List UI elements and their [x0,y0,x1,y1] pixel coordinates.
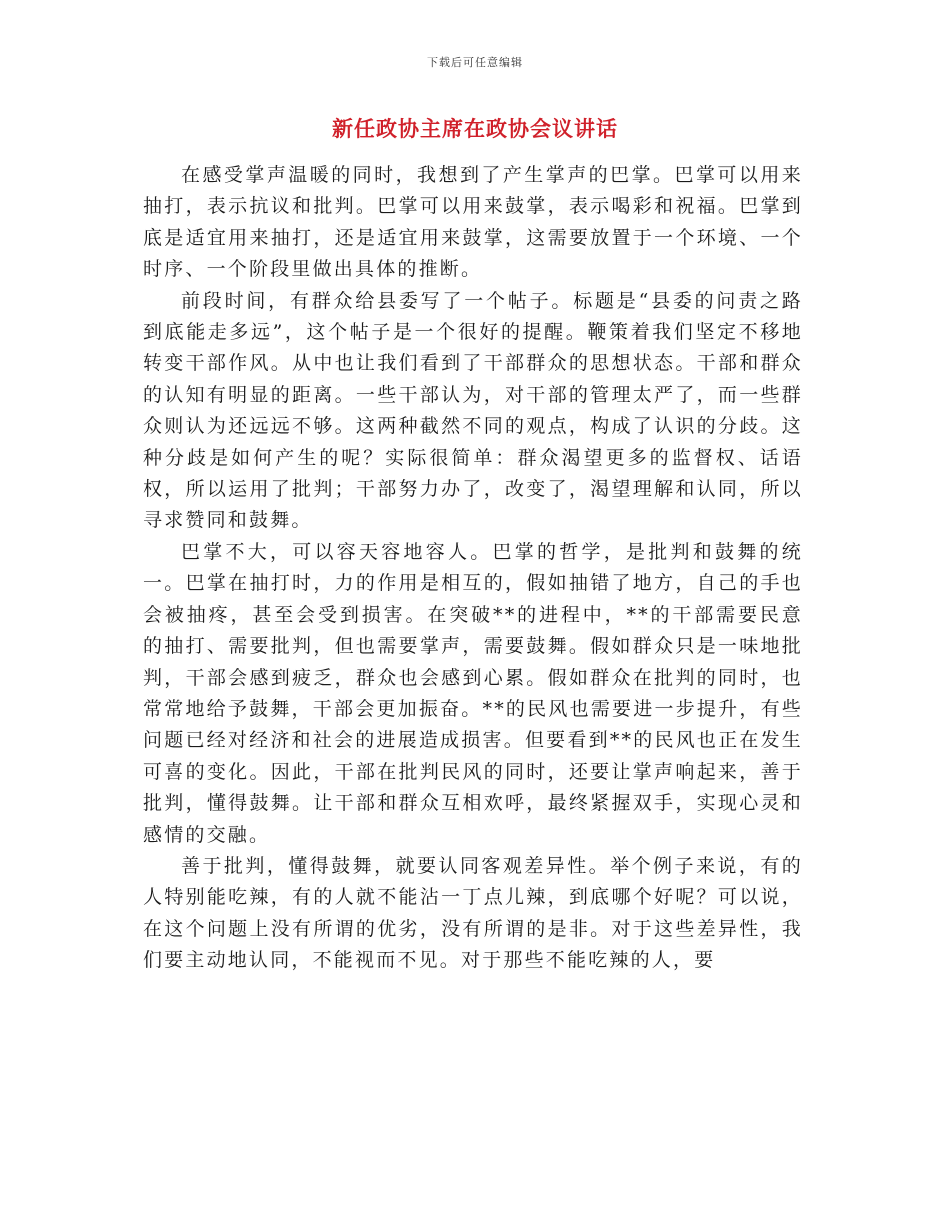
header-note: 下载后可任意编辑 [427,56,523,69]
document-title: 新任政协主席在政协会议讲话 [332,116,618,141]
paragraph-1: 在感受掌声温暖的同时，我想到了产生掌声的巴掌。巴掌可以用来抽打，表示抗议和批判。巴掌可以用来鼓掌，表示喝彩和祝福。巴掌到底是适宜用来抽打，还是适宜用来鼓掌，这需要放置于一个环境、一个时序、一个阶段里做出具体的推断。 [143,164,803,281]
document-body [143,160,803,977]
paragraph-2: 前段时间，有群众给县委写了一个帖子。标题是“县委的问责之路到底能走多远”，这个帖子是一个很好的提醒。鞭策着我们坚定不移地转变干部作风。从中也让我们看到了干部群众的思想状态。干部和群众的认知有明显的距离。一些干部认为，对干部的管理太严了，而一些群众则认为还远远不够。这两种截然不同的观点，构成了认识的分歧。这种分歧是如何产生的呢？实际很简单：群众渴望更多的监督权、话语权，所以运用了批判；干部努力办了，改变了，渴望理解和认同，所以寻求赞同和鼓舞。 [143,289,803,532]
paragraph-4: 善于批判，懂得鼓舞，就要认同客观差异性。举个例子来说，有的人特别能吃辣，有的人就不能沾一丁点儿辣，到底哪个好呢？可以说，在这个问题上没有所谓的优劣，没有所谓的是非。对于这些差异性，我们要主动地认同，不能视而不见。对于那些不能吃辣的人，要 [143,854,803,972]
paragraph-3: 巴掌不大，可以容天容地容人。巴掌的哲学，是批判和鼓舞的统一。巴掌在抽打时，力的作用是相互的，假如抽错了地方，自己的手也会被抽疼，甚至会受到损害。在突破**的进程中，**的干部需要民意的抽打、需要批判，但也需要掌声，需要鼓舞。假如群众只是一味地批判，干部会感到疲乏，群众也会感到心累。假如群众在批判的同时，也常常地给予鼓舞，干部会更加振奋。**的民风也需要进一步提升，有些问题已经对经济和社会的进展造成损害。但要看到**的民风也正在发生可喜的变化。因此，干部在批判民风的同时，还要让掌声响起来，善于批判，懂得鼓舞。让干部和群众互相欢呼，最终紧握双手，实现心灵和感情的交融。 [143,540,803,846]
